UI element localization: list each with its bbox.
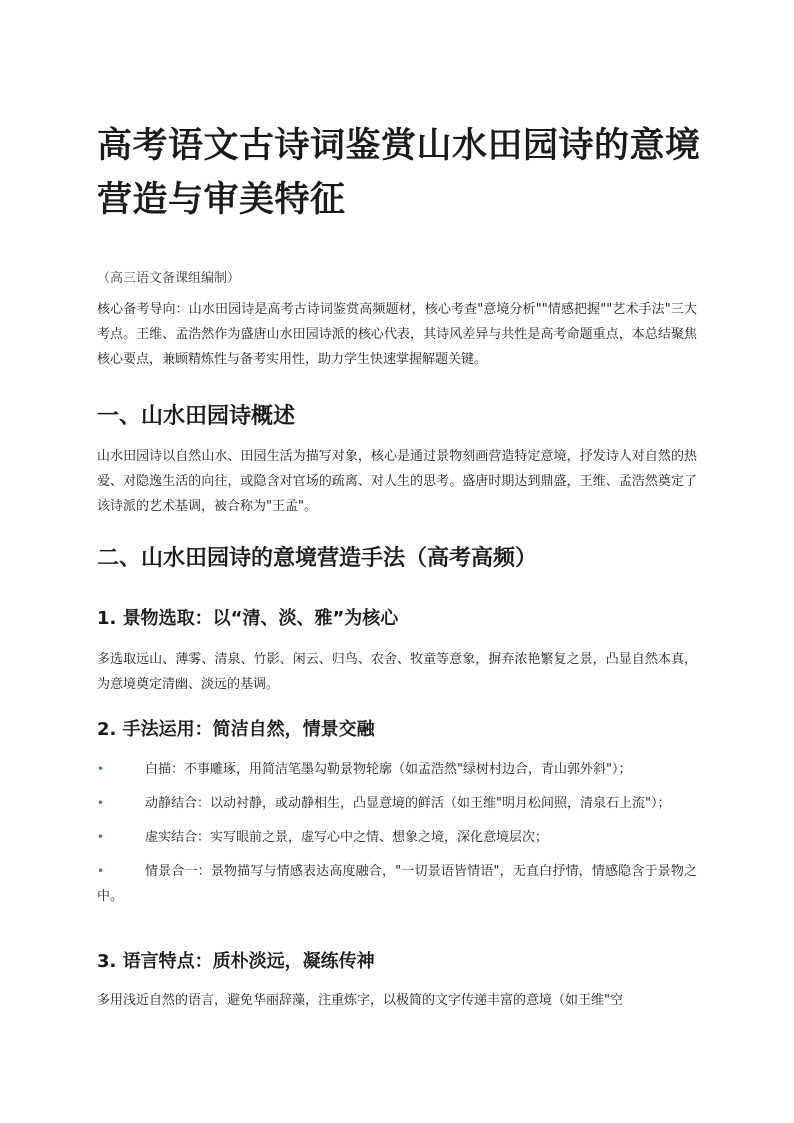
list-item-text: 虚实结合：实写眼前之景，虚写心中之情、想象之境，深化意境层次；	[145, 830, 549, 845]
subsection-1-text: 多选取远山、薄雾、清泉、竹影、闲云、归鸟、农舍、牧童等意象，摒弃浓艳繁复之景，凸显自然本真，为意境奠定清幽、淡远的基调。	[97, 652, 697, 692]
section-1-heading: 一、山水田园诗概述	[97, 404, 296, 429]
section-1-text: 山水田园诗以自然山水、田园生活为描写对象，核心是通过景物刻画营造特定意境，抒发诗人对自然的热爱、对隐逸生活的向往，或隐含对官场的疏离、对人生的思考。盛唐时期达到鼎盛，王维、孟浩然奠定了该诗派的艺术基调，被合称为"王孟"。	[97, 449, 697, 514]
bullet-icon: •	[97, 830, 105, 844]
document-title: 高考语文古诗词鉴赏山水田园诗的意境营造与审美特征	[97, 126, 701, 220]
subsection-3-heading: 3. 语言特点：质朴淡远，凝练传神	[97, 951, 375, 972]
subsection-3-text: 多用浅近自然的语言，避免华丽辞藻，注重炼字，以极简的文字传递丰富的意境（如王维"空	[97, 993, 623, 1008]
section-2-heading: 二、山水田园诗的意境营造手法（高考高频）	[97, 546, 538, 571]
author-note: （高三语文备课组编制）	[97, 271, 241, 286]
intro-paragraph: 核心备考导向：山水田园诗是高考古诗词鉴赏高频题材，核心考查"意境分析""情感把握""艺术手法"三大考点。王维、孟浩然作为盛唐山水田园诗派的核心代表，其诗风差异与共性是高考命题重点，本总结聚焦核心要点，兼顾精炼性与备考实用性，助力学生快速掌握解题关键。	[97, 302, 697, 367]
subsection-2-heading: 2. 手法运用：简洁自然，情景交融	[97, 719, 375, 740]
list-item-text: 白描：不事雕琢，用简洁笔墨勾勒景物轮廓（如孟浩然"绿树村边合，青山郭外斜"）；	[145, 762, 632, 777]
list-item	[97, 825, 697, 850]
bullet-icon: •	[97, 864, 105, 878]
subsection-1-heading: 1. 景物选取：以“清、淡、雅”为核心	[97, 608, 399, 629]
list-item	[97, 791, 697, 816]
bullet-icon: •	[97, 796, 105, 810]
list-item	[97, 757, 697, 782]
bullet-icon: •	[97, 762, 105, 776]
list-item-text: 情景合一：景物描写与情感表达高度融合，"一切景语皆情语"，无直白抒情，情感隐含于景物之中。	[97, 864, 697, 904]
list-item-text: 动静结合：以动衬静，或动静相生，凸显意境的鲜活（如王维"明月松间照，清泉石上流"）；	[145, 796, 671, 811]
technique-list	[97, 757, 697, 918]
list-item	[97, 859, 697, 909]
